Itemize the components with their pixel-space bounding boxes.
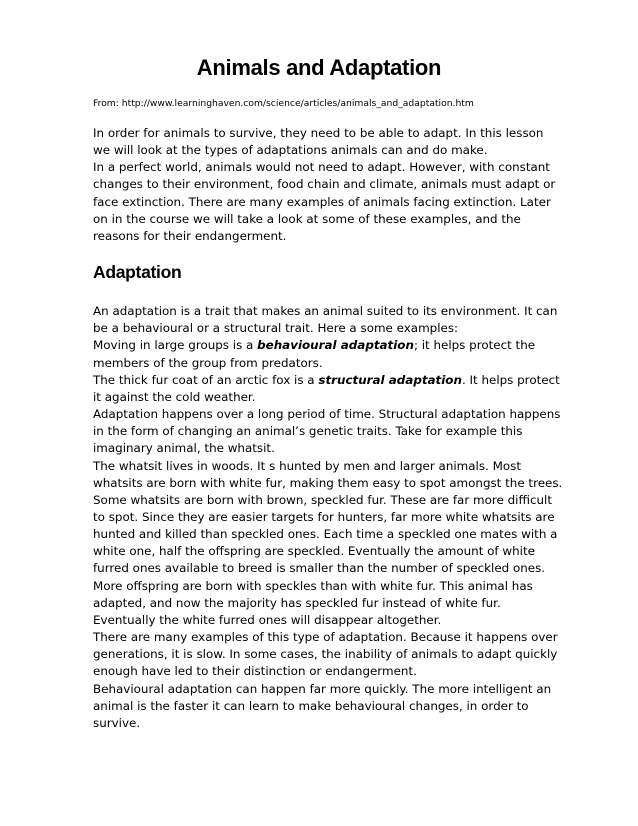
paragraph-text: . It helps protect it against the cold weather. <box>93 372 560 404</box>
section-heading-adaptation: Adaptation <box>93 262 182 283</box>
page-title: Animals and Adaptation <box>196 55 442 80</box>
adaptation-paragraph-7: Behavioural adaptation can happen far more quickly. The more intelligent an animal is the faster it can learn to make behavioural changes, in order to survive. <box>93 681 552 730</box>
paragraph-text: Moving in large groups is a <box>93 338 258 353</box>
adaptation-paragraph-4: Adaptation happens over a long period of time. Structural adaptation happens in the form of changing an animal’s genetic traits. Take for example this imaginary animal, the whatsit. <box>93 407 561 456</box>
paragraph-text: The thick fur coat of an arctic fox is a <box>93 372 319 387</box>
emphasis-structural-adaptation: structural adaptation <box>318 372 462 387</box>
intro-paragraph-2: In a perfect world, animals would not need to adapt. However, with constant changes to their environment, food chain and climate, animals must adapt or face extinction. There are many examples of animals facing extinction. Later on in the course we will take a look at some of these examples, and the reasons for their endangerment. <box>93 160 556 243</box>
emphasis-behavioural-adaptation: behavioural adaptation <box>257 338 414 353</box>
adaptation-paragraph-3 <box>93 372 563 406</box>
adaptation-paragraph-6: There are many examples of this type of adaptation. Because it happens over generations, it is slow. In some cases, the inability of animals to adapt quickly enough have led to their distinction or endangerment. <box>93 630 558 679</box>
adaptation-paragraph-5: The whatsit lives in woods. It s hunted by men and larger animals. Most whatsits are born with white fur, making them easy to spot amongst the trees. Some whatsits are born with brown, speckled fur. These are far more difficult to spot. Since they are easier targets for hunters, far more white whatsits are hunted and killed than speckled ones. Each time a speckled one mates with a white one, half the offspring are speckled. Eventually the amount of white furred ones available to breed is smaller than the number of speckled ones. More offspring are born with speckles than with white fur. This animal has adapted, and now the majority has speckled fur instead of white fur. Eventually the white furred ones will disappear altogether. <box>93 458 563 627</box>
paragraph-text: ; it helps protect the members of the group from predators. <box>93 338 536 370</box>
source-citation: From: http://www.learninghaven.com/science/articles/animals_and_adaptation.htm <box>93 98 474 109</box>
intro-paragraph-1: In order for animals to survive, they need to be able to adapt. In this lesson we will look at the types of adaptations animals can and do make. <box>93 126 544 158</box>
adaptation-paragraph-2 <box>93 337 563 371</box>
adaptation-paragraph-1: An adaptation is a trait that makes an animal suited to its environment. It can be a behavioural or a structural trait. Here a some examples: <box>93 304 558 336</box>
